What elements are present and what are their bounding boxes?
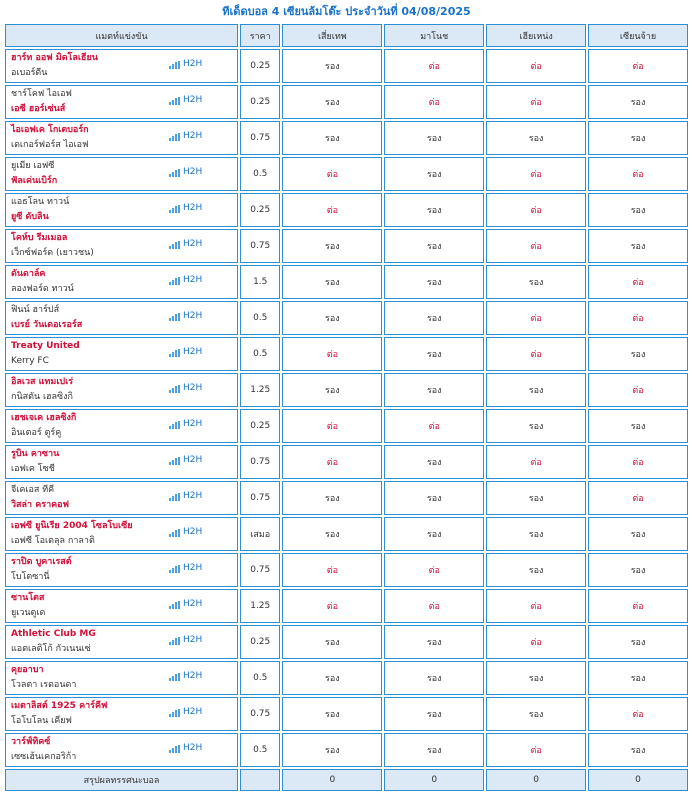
- odds-cell: 0.25: [240, 85, 280, 119]
- bar-chart-icon: [169, 565, 180, 573]
- pick-cell: รอง: [384, 301, 484, 335]
- match-cell: [5, 373, 238, 407]
- h2h-link[interactable]: [169, 419, 202, 429]
- pick-cell: รอง: [486, 409, 586, 443]
- table-row: [5, 265, 688, 299]
- odds-cell: 0.5: [240, 157, 280, 191]
- summary-value: 0: [588, 769, 688, 791]
- home-team: Athletic Club MG: [11, 629, 96, 639]
- bar-chart-icon: [169, 205, 180, 213]
- summary-value: 0: [384, 769, 484, 791]
- predictions-table: [3, 22, 690, 793]
- odds-cell: 1.25: [240, 373, 280, 407]
- table-row: [5, 625, 688, 659]
- table-row: [5, 337, 688, 371]
- pick-cell: รอง: [282, 517, 382, 551]
- odds-cell: 0.5: [240, 337, 280, 371]
- match-cell: [5, 625, 238, 659]
- h2h-link[interactable]: [169, 491, 202, 501]
- h2h-link[interactable]: [169, 95, 202, 105]
- odds-cell: 0.25: [240, 409, 280, 443]
- pick-cell: รอง: [282, 265, 382, 299]
- h2h-label: H2H: [183, 455, 203, 465]
- h2h-label: H2H: [183, 239, 203, 249]
- home-team: ซานโตส: [11, 593, 45, 603]
- h2h-label: H2H: [183, 527, 203, 537]
- h2h-link[interactable]: [169, 563, 202, 573]
- bar-chart-icon: [169, 61, 180, 69]
- match-cell: [5, 697, 238, 731]
- match-cell: [5, 157, 238, 191]
- pick-cell: รอง: [486, 517, 586, 551]
- summary-value: 0: [486, 769, 586, 791]
- bar-chart-icon: [169, 529, 180, 537]
- h2h-label: H2H: [183, 599, 203, 609]
- bar-chart-icon: [169, 133, 180, 141]
- pick-cell: ต่อ: [486, 193, 586, 227]
- home-team: ฮาร์ท ออฟ มิดโลเธียน: [11, 53, 98, 63]
- pick-cell: ต่อ: [282, 589, 382, 623]
- bar-chart-icon: [169, 601, 180, 609]
- pick-cell: ต่อ: [384, 409, 484, 443]
- table-row: [5, 49, 688, 83]
- pick-cell: รอง: [282, 661, 382, 695]
- pick-cell: รอง: [384, 481, 484, 515]
- home-team: ดันดาล์ค: [11, 269, 46, 279]
- bar-chart-icon: [169, 169, 180, 177]
- h2h-label: H2H: [183, 131, 203, 141]
- pick-cell: รอง: [588, 121, 688, 155]
- table-row: [5, 85, 688, 119]
- pick-cell: รอง: [588, 409, 688, 443]
- away-team: ยูเวนตูเด: [11, 608, 46, 618]
- table-row: [5, 121, 688, 155]
- table-row: [5, 157, 688, 191]
- h2h-label: H2H: [183, 167, 203, 177]
- bar-chart-icon: [169, 457, 180, 465]
- pick-cell: รอง: [282, 373, 382, 407]
- pick-cell: ต่อ: [282, 337, 382, 371]
- match-cell: [5, 589, 238, 623]
- odds-cell: 0.5: [240, 733, 280, 767]
- pick-cell: รอง: [588, 193, 688, 227]
- pick-cell: รอง: [282, 229, 382, 263]
- match-cell: [5, 409, 238, 443]
- h2h-label: H2H: [183, 59, 203, 69]
- table-row: [5, 661, 688, 695]
- table-row: [5, 553, 688, 587]
- pick-cell: รอง: [282, 481, 382, 515]
- match-cell: [5, 553, 238, 587]
- odds-cell: 0.25: [240, 49, 280, 83]
- match-cell: [5, 517, 238, 551]
- pick-cell: ต่อ: [486, 157, 586, 191]
- bar-chart-icon: [169, 709, 180, 717]
- pick-cell: รอง: [282, 49, 382, 83]
- h2h-link[interactable]: [169, 59, 202, 69]
- pick-cell: ต่อ: [384, 85, 484, 119]
- away-team: อินเตอร์ ตูร์คู: [11, 428, 62, 438]
- pick-cell: รอง: [486, 553, 586, 587]
- away-team: กนิสตัน เฮลซิงกิ: [11, 392, 73, 402]
- pick-cell: ต่อ: [282, 445, 382, 479]
- match-cell: [5, 661, 238, 695]
- odds-cell: 1.25: [240, 589, 280, 623]
- h2h-label: H2H: [183, 383, 203, 393]
- odds-cell: 1.5: [240, 265, 280, 299]
- table-row: [5, 733, 688, 767]
- pick-cell: ต่อ: [486, 49, 586, 83]
- h2h-link[interactable]: [169, 203, 202, 213]
- h2h-link[interactable]: [169, 347, 202, 357]
- h2h-label: H2H: [183, 311, 203, 321]
- match-cell: [5, 337, 238, 371]
- odds-cell: 0.25: [240, 625, 280, 659]
- bar-chart-icon: [169, 349, 180, 357]
- away-team: Kerry FC: [11, 356, 49, 366]
- pick-cell: รอง: [588, 517, 688, 551]
- header-odds: ราคา: [240, 24, 280, 47]
- h2h-label: H2H: [183, 707, 203, 717]
- table-row: [5, 517, 688, 551]
- pick-cell: ต่อ: [588, 265, 688, 299]
- away-team: โวลตา เรดอนดา: [11, 680, 77, 690]
- table-row: [5, 229, 688, 263]
- pick-cell: ต่อ: [486, 301, 586, 335]
- pick-cell: ต่อ: [588, 301, 688, 335]
- away-team: เอฟเค โซชี: [11, 464, 55, 474]
- pick-cell: รอง: [588, 733, 688, 767]
- table-row: [5, 301, 688, 335]
- pick-cell: รอง: [282, 121, 382, 155]
- home-team: วาร์ฟ์ทิคซ์: [11, 737, 51, 747]
- pick-cell: ต่อ: [588, 589, 688, 623]
- summary-row: [5, 769, 688, 791]
- bar-chart-icon: [169, 421, 180, 429]
- table-row: [5, 697, 688, 731]
- pick-cell: รอง: [588, 85, 688, 119]
- table-row: [5, 481, 688, 515]
- pick-cell: ต่อ: [282, 193, 382, 227]
- pick-cell: รอง: [282, 85, 382, 119]
- odds-cell: 0.75: [240, 481, 280, 515]
- pick-cell: รอง: [384, 265, 484, 299]
- pick-cell: รอง: [384, 193, 484, 227]
- home-team: ยูเมีย เอฟซี: [11, 161, 55, 171]
- pick-cell: รอง: [588, 229, 688, 263]
- h2h-label: H2H: [183, 347, 203, 357]
- odds-cell: 0.25: [240, 193, 280, 227]
- odds-cell: 0.5: [240, 661, 280, 695]
- odds-cell: 0.75: [240, 229, 280, 263]
- h2h-label: H2H: [183, 563, 203, 573]
- away-team: โบโตซานี่: [11, 572, 50, 582]
- bar-chart-icon: [169, 637, 180, 645]
- home-team: คุยอาบา: [11, 665, 44, 675]
- table-header-row: [5, 24, 688, 47]
- h2h-label: H2H: [183, 275, 203, 285]
- table-row: [5, 445, 688, 479]
- bar-chart-icon: [169, 277, 180, 285]
- pick-cell: รอง: [282, 625, 382, 659]
- match-cell: [5, 121, 238, 155]
- pick-cell: รอง: [384, 157, 484, 191]
- home-team: ชาร์โคฟ ไอเอฟ: [11, 89, 72, 99]
- odds-cell: 0.75: [240, 553, 280, 587]
- h2h-label: H2H: [183, 743, 203, 753]
- header-tipster-1: เสี่ยเทพ: [282, 24, 382, 47]
- home-team: เฮชเจเค เฮลซิงกิ: [11, 413, 77, 423]
- away-team: โอโบโลน เคียฟ: [11, 716, 72, 726]
- away-team: ฟัลเค่นเบิร์ก: [11, 176, 58, 186]
- pick-cell: ต่อ: [588, 373, 688, 407]
- page-title: ทีเด็ดบอล 4 เซียนล้มโต๊ะ ประจำวันที่ 04/08/2025: [222, 5, 471, 18]
- h2h-link[interactable]: [169, 383, 202, 393]
- header-tipster-4: เซียนจ้าย: [588, 24, 688, 47]
- h2h-label: H2H: [183, 203, 203, 213]
- pick-cell: รอง: [486, 121, 586, 155]
- bar-chart-icon: [169, 385, 180, 393]
- away-team: ลองฟอร์ด ทาวน์: [11, 284, 74, 294]
- home-team: ฟินน์ ฮาร์ปส์: [11, 305, 60, 315]
- odds-cell: 0.5: [240, 301, 280, 335]
- summary-value: 0: [282, 769, 382, 791]
- h2h-link[interactable]: [169, 167, 202, 177]
- pick-cell: รอง: [486, 481, 586, 515]
- pick-cell: ต่อ: [588, 481, 688, 515]
- h2h-link[interactable]: [169, 635, 202, 645]
- pick-cell: รอง: [384, 445, 484, 479]
- h2h-link[interactable]: [169, 275, 202, 285]
- pick-cell: ต่อ: [486, 589, 586, 623]
- pick-cell: รอง: [486, 661, 586, 695]
- table-row: [5, 589, 688, 623]
- pick-cell: รอง: [384, 121, 484, 155]
- home-team: เมตาลิสต์ 1925 คาร์คีฟ: [11, 701, 108, 711]
- table-row: [5, 373, 688, 407]
- pick-cell: ต่อ: [384, 589, 484, 623]
- h2h-label: H2H: [183, 491, 203, 501]
- away-team: วิสล่า คราคอฟ: [11, 500, 69, 510]
- h2h-label: H2H: [183, 419, 203, 429]
- h2h-link[interactable]: [169, 671, 202, 681]
- home-team: อิลเวส แทมเปเร่: [11, 377, 74, 387]
- h2h-link[interactable]: [169, 131, 202, 141]
- match-cell: [5, 193, 238, 227]
- pick-cell: รอง: [588, 625, 688, 659]
- match-cell: [5, 85, 238, 119]
- h2h-link[interactable]: [169, 707, 202, 717]
- home-team: เอฟซี ยูนิเรีย 2004 โซลโบเซีย: [11, 521, 133, 531]
- h2h-label: H2H: [183, 95, 203, 105]
- pick-cell: รอง: [588, 337, 688, 371]
- pick-cell: ต่อ: [486, 85, 586, 119]
- home-team: โคห์บ รีมเมอล: [11, 233, 68, 243]
- h2h-link[interactable]: [169, 743, 202, 753]
- home-team: รูบิน คาซาน: [11, 449, 60, 459]
- pick-cell: รอง: [384, 229, 484, 263]
- away-team: อเบอร์ดีน: [11, 68, 48, 78]
- away-team: เว็กซ์ฟอร์ด (เยาวชน): [11, 248, 94, 258]
- pick-cell: รอง: [384, 337, 484, 371]
- summary-odds-empty: [240, 769, 280, 791]
- away-team: แอตเลติโก้ กัวเนนเซ่: [11, 644, 91, 654]
- pick-cell: ต่อ: [282, 553, 382, 587]
- pick-cell: รอง: [384, 661, 484, 695]
- home-team: จีเคเอส ทีคี: [11, 485, 55, 495]
- pick-cell: รอง: [282, 733, 382, 767]
- table-row: [5, 193, 688, 227]
- away-team: เบรย์ วันเดอเรอร์ส: [11, 320, 83, 330]
- pick-cell: ต่อ: [486, 625, 586, 659]
- away-team: ยูซี ดับลิน: [11, 212, 49, 222]
- odds-cell: 0.75: [240, 121, 280, 155]
- match-cell: [5, 301, 238, 335]
- table-row: [5, 409, 688, 443]
- pick-cell: ต่อ: [486, 445, 586, 479]
- pick-cell: รอง: [384, 697, 484, 731]
- home-team: ราปิด บูคาเรสต์: [11, 557, 72, 567]
- h2h-link[interactable]: [169, 599, 202, 609]
- odds-cell: เสมอ: [240, 517, 280, 551]
- header-tipster-2: มาโนช: [384, 24, 484, 47]
- home-team: Treaty United: [11, 341, 80, 351]
- pick-cell: ต่อ: [486, 337, 586, 371]
- h2h-link[interactable]: [169, 239, 202, 249]
- away-team: เอซี ฮอร์เซ่นส์: [11, 104, 66, 114]
- pick-cell: รอง: [384, 373, 484, 407]
- match-cell: [5, 265, 238, 299]
- pick-cell: รอง: [384, 517, 484, 551]
- pick-cell: รอง: [588, 661, 688, 695]
- pick-cell: ต่อ: [384, 49, 484, 83]
- header-match: แมตท์แข่งขัน: [5, 24, 238, 47]
- h2h-label: H2H: [183, 635, 203, 645]
- away-team: เซซเฮ้นเคกอริก้า: [11, 752, 77, 762]
- pick-cell: ต่อ: [282, 157, 382, 191]
- match-cell: [5, 445, 238, 479]
- pick-cell: รอง: [486, 697, 586, 731]
- pick-cell: ต่อ: [588, 49, 688, 83]
- h2h-link[interactable]: [169, 527, 202, 537]
- match-cell: [5, 229, 238, 263]
- h2h-link[interactable]: [169, 455, 202, 465]
- pick-cell: รอง: [588, 553, 688, 587]
- bar-chart-icon: [169, 97, 180, 105]
- bar-chart-icon: [169, 241, 180, 249]
- away-team: เอฟซี โอเตลุล กาลาติ: [11, 536, 95, 546]
- away-team: เดเกอร์ฟอร์ส ไอเอฟ: [11, 140, 89, 150]
- match-cell: [5, 49, 238, 83]
- bar-chart-icon: [169, 493, 180, 501]
- match-cell: [5, 733, 238, 767]
- bar-chart-icon: [169, 313, 180, 321]
- pick-cell: ต่อ: [588, 697, 688, 731]
- pick-cell: รอง: [486, 373, 586, 407]
- bar-chart-icon: [169, 745, 180, 753]
- odds-cell: 0.75: [240, 697, 280, 731]
- pick-cell: ต่อ: [486, 733, 586, 767]
- pick-cell: ต่อ: [588, 445, 688, 479]
- pick-cell: รอง: [384, 733, 484, 767]
- odds-cell: 0.75: [240, 445, 280, 479]
- pick-cell: ต่อ: [486, 229, 586, 263]
- pick-cell: รอง: [282, 697, 382, 731]
- home-team: แอธโลน ทาวน์: [11, 197, 70, 207]
- h2h-link[interactable]: [169, 311, 202, 321]
- pick-cell: ต่อ: [282, 409, 382, 443]
- summary-label: สรุปผลทรรศนะบอล: [5, 769, 238, 791]
- h2h-label: H2H: [183, 671, 203, 681]
- pick-cell: รอง: [282, 301, 382, 335]
- home-team: ไอเอฟเค โกเตบอร์ก: [11, 125, 89, 135]
- match-cell: [5, 481, 238, 515]
- pick-cell: ต่อ: [588, 157, 688, 191]
- pick-cell: ต่อ: [384, 553, 484, 587]
- header-tipster-3: เฮียเหน่ง: [486, 24, 586, 47]
- pick-cell: รอง: [384, 625, 484, 659]
- pick-cell: รอง: [486, 265, 586, 299]
- bar-chart-icon: [169, 673, 180, 681]
